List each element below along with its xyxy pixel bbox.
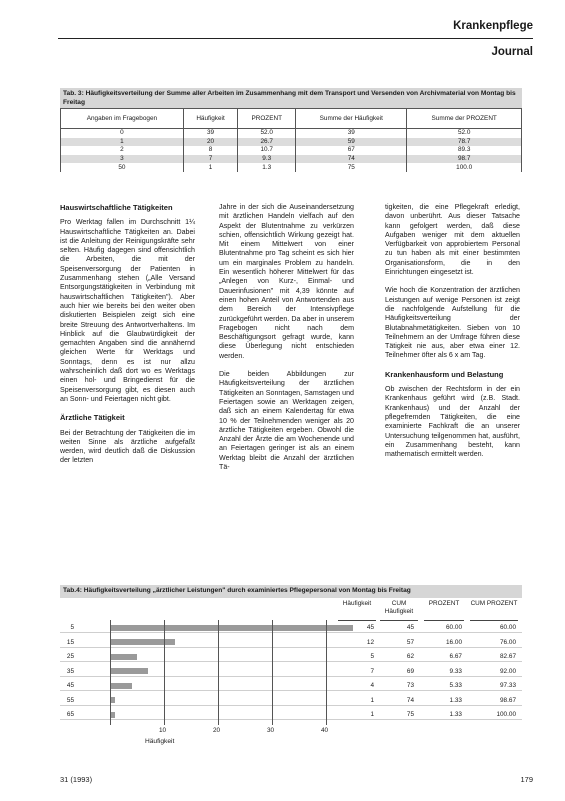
table-3-header: Angaben im Fragebogen [61,109,184,129]
table-4-header: Häufigkeit [338,600,376,621]
cum-percent-cell: 100.00 [496,711,516,718]
table-cell: 0 [61,129,184,138]
table-cell: 67 [296,146,407,155]
x-tick-label: 30 [267,727,275,734]
table-cell: 1 [61,138,184,147]
cum-frequency-cell: 69 [406,667,414,675]
cum-frequency-cell: 62 [406,653,414,660]
table-row [60,667,522,677]
table-cell: 74 [296,155,407,164]
cum-percent-cell: 60.00 [500,624,516,631]
frequency-cell: 1 [370,711,374,718]
table-cell: 98.7 [407,155,522,164]
percent-cell: 16.00 [446,638,462,646]
table-4-caption: Tab.4: Häufigkeitsverteilung „ärztlicher Leistungen" durch examiniertes Pflegepersonal von Montag bis Freitag [60,585,522,598]
table-row [60,652,522,662]
section-heading: Krankenhausform und Belastung [385,369,504,379]
paragraph: Die beiden Abbildungen zur Häufigkeitsverteilung der ärztlichen Tätigkeiten an Sonntagen, Samstagen und Feiertagen sowie an Werktagen zeigen, daß sich an einem Kalendertag für etwa 10 % der Teilnehmenden weniger als 20 ärztliche Tätigkeiten ergeben. Obwohl die Anzahl der Ärzte die am Wochenende und an Feiertagen geringer ist als an einem Werktag bleibt die Anzahl der ärztlichen Tä- [219,370,354,472]
frequency-cell: 1 [370,696,374,704]
row-label: 45 [66,682,74,689]
percent-cell: 60.00 [446,624,462,631]
table-row [61,138,522,147]
table-cell: 26.7 [238,138,296,147]
cum-percent-cell: 98.67 [500,696,516,704]
table-cell: 78.7 [407,138,522,147]
paragraph: Pro Werktag fallen im Durchschnitt 1¼ Hauswirtschaftliche Tätigkeiten an. Dabei ist die Anleitung der Reinigungskräfte sehr selten. Häufig dagegen sind offensichtlich die Arbeiten, die mit der Speisenversorgung der Patienten in Zusammenhang stehen („Alle Versand Entsorgungstätigkeiten in Verbindung mit hauswirtschaftlichen Tätigkeiten"). Aber auch hier wie bereits bei den weiter oben diskutierten Beispielen zeigt sich eine breite Streuung des Antwortverhaltens. Im Hinblick auf die Glaubwürdigkeit der gemachten Angaben sind die annähernd gleichen Werte für Werktags und Sonntags, denn es ist nur allzu wahrscheinlich daß dort wo es Werktags einen hol- und Bringedienst für die Speisenversorgung gibt, es diesen auch an Sonn- und Feiertagen nicht gibt. [60,218,195,403]
cum-frequency-cell: 75 [406,711,414,718]
frequency-bar [110,668,148,674]
table-3-header: Häufigkeit [183,109,237,129]
section-heading: Hauswirtschaftliche Tätigkeiten [60,203,173,212]
table-cell: 89.3 [407,146,522,155]
footer-volume: 31 (1993) [60,775,93,784]
table-cell: 20 [183,138,237,147]
x-axis-label: Häufigkeit [145,738,175,745]
table-cell: 39 [183,129,237,138]
column-2 [219,203,354,481]
table-cell: 10.7 [238,146,296,155]
row-label: 5 [70,624,74,631]
table-cell: 3 [61,155,184,164]
paragraph: Jahre in der sich die Auseinandersetzung mit ärztlichen Handeln vielfach auf den Aspekt der Blutentnahme zu verkürzen schien, offensichtlich Wirkung gezeigt hat. Mit einem Mittelwert von einer Blutentnahme pro Tag scheint es sich hier um ein marginales Problem zu handeln. Ein wesentlich höherer Mittelwert für das „Anlegen von Kurz-, Einmal- und Dauerinfusionen" mit 4,39 könnte auf einen hohen Anteil von Antwortenden aus dem Bereich der Intensivpflege zurückgeführt werden. Da aber in unserem Fragebogen nicht nach dem Beschäftigungsort gefragt wurde, kann diese Überlegung nicht entschieden werden. [219,203,354,360]
frequency-bar [110,683,132,689]
x-tick-label: 40 [321,727,329,734]
table-4 [60,585,522,775]
table-cell: 2 [61,146,184,155]
row-label: 15 [66,638,74,646]
table-cell: 1 [183,163,237,172]
x-tick-label: 20 [213,727,221,734]
percent-cell: 6.67 [449,653,462,660]
table-cell: 9.3 [238,155,296,164]
row-label: 65 [66,711,74,718]
table-row [60,710,522,720]
cum-frequency-cell: 74 [406,696,414,704]
table-cell: 52.0 [238,129,296,138]
cum-percent-cell: 97.33 [500,682,516,689]
table-4-header: CUM PROZENT [470,600,518,621]
table-3-header: Summe der PROZENT [407,109,522,129]
table-3-header: PROZENT [238,109,296,129]
table-cell: 75 [296,163,407,172]
cum-frequency-cell: 73 [406,682,414,689]
table-row [60,638,522,648]
cum-percent-cell: 92.00 [500,667,516,675]
frequency-cell: 7 [370,667,374,675]
frequency-bar [110,639,175,645]
table-cell: 50 [61,163,184,172]
grid-line [164,620,165,725]
table-cell: 59 [296,138,407,147]
table-row [60,696,522,706]
table-cell: 7 [183,155,237,164]
percent-cell: 5.33 [449,682,462,689]
column-3 [385,203,520,468]
header-divider [58,38,533,39]
y-axis-line [110,620,111,725]
table-row [61,163,522,172]
table-row [61,155,522,164]
table-cell: 39 [296,129,407,138]
table-4-header: CUM Häufigkeit [380,600,418,621]
paragraph: tigkeiten, die eine Pflegekraft erledigt, davon unberührt. Aus dieser Tatsache kann gefolgert werden, daß diese Aufgaben weniger mit dem aktuellen Verfügbarkeit von approbiertem Personal zu tun haben als mit einer bestimmten Organisationsform, die in den Einrichtungen eingesetzt ist. [385,203,520,277]
table-row [61,146,522,155]
table-cell: 100.0 [407,163,522,172]
row-label: 25 [66,653,74,660]
cum-frequency-cell: 57 [406,638,414,646]
percent-cell: 1.33 [449,696,462,704]
table-cell: 8 [183,146,237,155]
section-heading: Ärztliche Tätigkeit [60,413,125,423]
row-label: 55 [66,696,74,704]
cum-frequency-cell: 45 [406,624,414,631]
frequency-cell: 4 [370,682,374,689]
journal-subtitle: Journal [491,46,533,58]
frequency-cell: 45 [366,624,374,631]
row-label: 35 [66,667,74,675]
grid-line [272,620,273,725]
table-4-header: PROZENT [424,600,464,621]
table-row [60,623,522,633]
grid-line [218,620,219,725]
cum-percent-cell: 76.00 [500,638,516,646]
percent-cell: 1.33 [449,711,462,718]
journal-title: Krankenpflege [453,20,533,32]
paragraph: Wie hoch die Konzentration der ärztlichen Leistungen auf wenige Personen ist zeigt die nachfolgende Aufstellung für die Häufigkeitsverteilung der Blutabnahmetätigkeiten. Sieben von 10 Teilnehmern an der Umfrage führen diese Tätigkeit nie aus, aber etwa einer 12. Teilnehmer öfter als 6 x am Tag. [385,286,520,360]
column-1 [60,203,195,475]
grid-line [326,620,327,725]
table-3-header: Summe der Häufigkeit [296,109,407,129]
frequency-cell: 12 [366,638,374,646]
paragraph: Bei der Betrachtung der Tätigkeiten die im weiten Sinne als ärztliche aufgefaßt werden, wird deutlich daß die Diskussion der letzten [60,428,195,465]
percent-cell: 9.33 [449,667,462,675]
paragraph: Ob zwischen der Rechtsform in der ein Krankenhaus geführt wird (z.B. Stadt. Krankenhaus) und der Anzahl der pflegefremden Tätigkeiten, die eine examinierte Fachkraft die an unserer Untersuchung teilgenommen hat, ausführt, ein Zusammenhang besteht, kann mathematisch ermittelt werden. [385,385,520,459]
table-row [61,129,522,138]
frequency-bar [110,654,137,660]
table-3 [60,88,522,192]
frequency-cell: 5 [370,653,374,660]
table-cell: 52.0 [407,129,522,138]
frequency-bar [110,625,353,631]
cum-percent-cell: 82.67 [500,653,516,660]
table-3-caption: Tab. 3: Häufigkeitsverteilung der Summe aller Arbeiten im Zusammenhang mit dem Transport und Versenden von Archivmaterial von Montag bis Freitag [60,88,522,108]
table-row [60,681,522,691]
table-cell: 1.3 [238,163,296,172]
page-number: 179 [520,775,533,784]
x-tick-label: 10 [159,727,167,734]
